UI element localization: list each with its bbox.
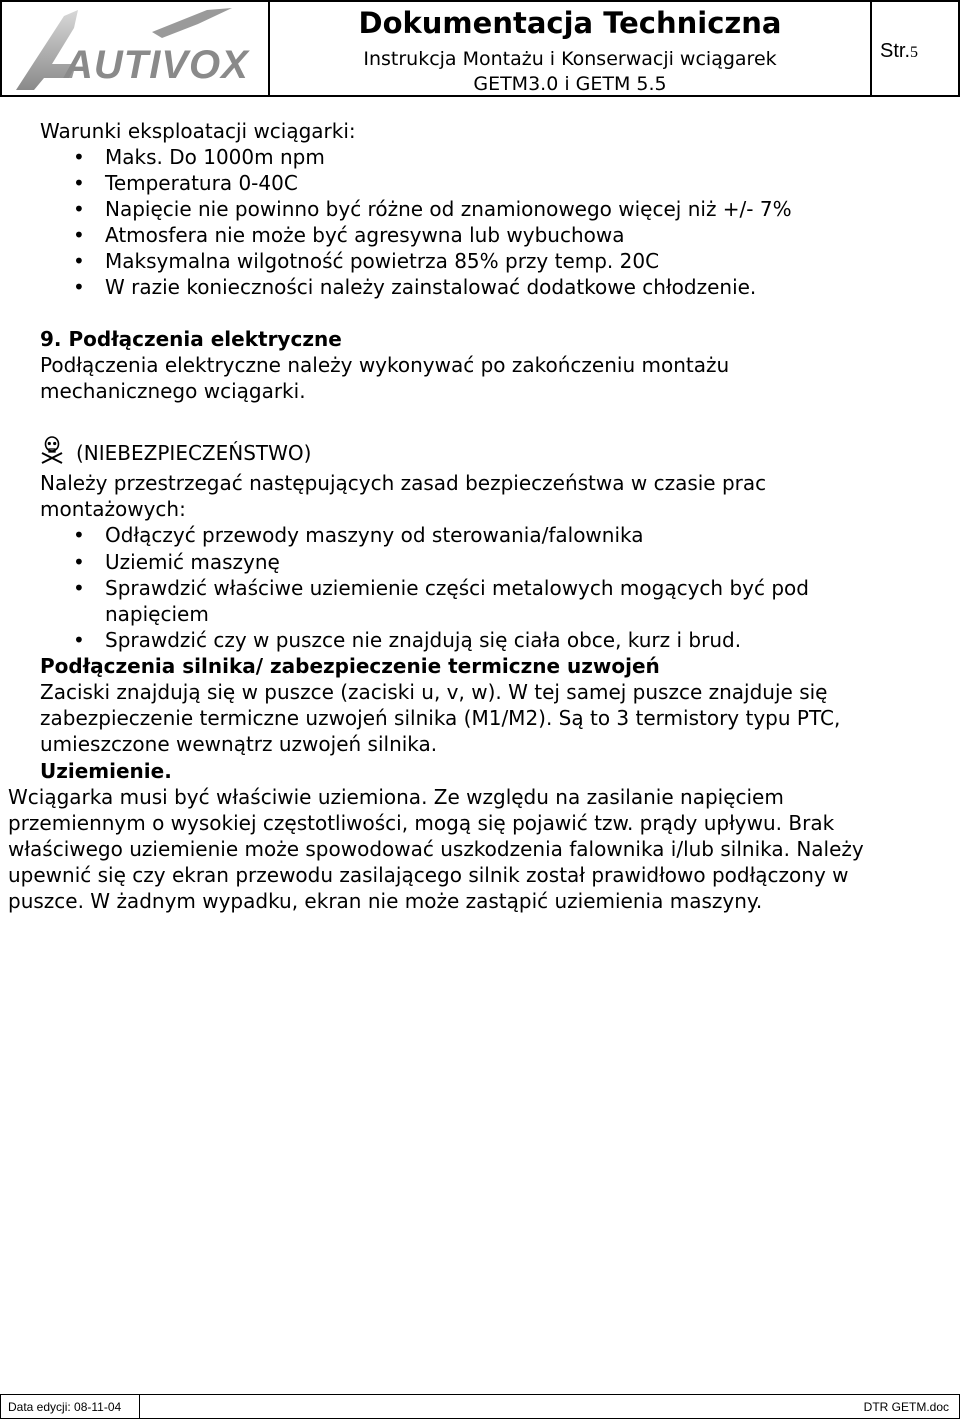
list-item: W razie konieczności należy zainstalować dodatkowe chłodzenie. [105,275,757,299]
conditions-heading: Warunki eksploatacji wciągarki: [40,119,356,143]
page-number [880,40,918,63]
list-item: Maksymalna wilgotność powietrza 85% przy temp. 20C [105,249,660,273]
paragraph-line: zabezpieczenie termiczne uzwojeń silnika (M1/M2). Są to 3 termistory typu PTC, [40,706,841,730]
list-item: Odłączyć przewody maszyny od sterowania/falownika [105,523,644,547]
document-model: GETM3.0 i GETM 5.5 [473,73,667,95]
list-item: Uziemić maszynę [105,550,280,574]
paragraph-line: montażowych: [40,497,186,521]
footer-divider [139,1395,140,1418]
list-item: Atmosfera nie może być agresywna lub wybuchowa [105,223,625,247]
paragraph-line: właściwego uziemienie może spowodować uszkodzenia falownika i/lub silnika. Należy [8,837,864,861]
bullet: • [73,145,85,169]
danger-label: (NIEBEZPIECZEŃSTWO) [76,441,312,465]
document-header [0,0,960,97]
document-subtitle: Instrukcja Montażu i Konserwacji wciągarek [363,48,777,70]
page-cell [872,2,958,95]
list-item: Temperatura 0-40C [105,171,298,195]
bullet: • [73,550,85,574]
logo-cell [2,2,270,95]
title-cell [270,2,872,95]
autivox-logo [2,2,268,95]
logo-text: AUTIVOX [64,43,249,87]
paragraph-line: Wciągarka musi być właściwie uziemiona. Ze względu na zasilanie napięciem [8,785,784,809]
bullet: • [73,197,85,221]
list-item: Maks. Do 1000m npm [105,145,325,169]
bullet: • [73,523,85,547]
document-title: Dokumentacja Techniczna [358,6,782,40]
paragraph-line: umieszczone wewnątrz uzwojeń silnika. [40,732,438,756]
paragraph-line: mechanicznego wciągarki. [40,379,306,403]
paragraph-line: upewnić się czy ekran przewodu zasilającego silnik został prawidłowo podłączony w [8,863,849,887]
edit-date: Data edycji: 08-11-04 [8,1400,122,1414]
list-item: Sprawdzić czy w puszce nie znajdują się ciała obce, kurz i brud. [105,628,742,652]
paragraph-line: przemiennym o wysokiej częstotliwości, mogą się pojawić tzw. prądy upływu. Brak [8,811,835,835]
paragraph-line: puszce. W żadnym wypadku, ekran nie może zastąpić uziemienia maszyny. [8,889,763,913]
list-item-continuation: napięciem [105,602,209,626]
paragraph-line: Należy przestrzegać następujących zasad bezpieczeństwa w czasie prac [40,471,767,495]
page-label: Str. [880,40,911,62]
bullet: • [73,275,85,299]
skull-crossbones-icon [40,436,64,464]
file-name: DTR GETM.doc [863,1400,949,1414]
section-heading: 9. Podłączenia elektryczne [40,327,342,351]
list-item: Sprawdzić właściwe uziemienie części metalowych mogących być pod [105,576,809,600]
bullet: • [73,249,85,273]
page-number-value: 5 [910,44,919,61]
bullet: • [73,628,85,652]
list-item: Napięcie nie powinno być różne od znamionowego więcej niż +/- 7% [105,197,792,221]
paragraph-line: Podłączenia elektryczne należy wykonywać po zakończeniu montażu [40,353,730,377]
section-heading: Uziemienie. [40,759,172,783]
bullet: • [73,223,85,247]
paragraph-line: Zaciski znajdują się w puszce (zaciski u, v, w). W tej samej puszce znajduje się [40,680,828,704]
section-heading: Podłączenia silnika/ zabezpieczenie termiczne uzwojeń [40,654,660,678]
bullet: • [73,171,85,195]
document-footer [0,1394,960,1419]
bullet: • [73,576,85,600]
